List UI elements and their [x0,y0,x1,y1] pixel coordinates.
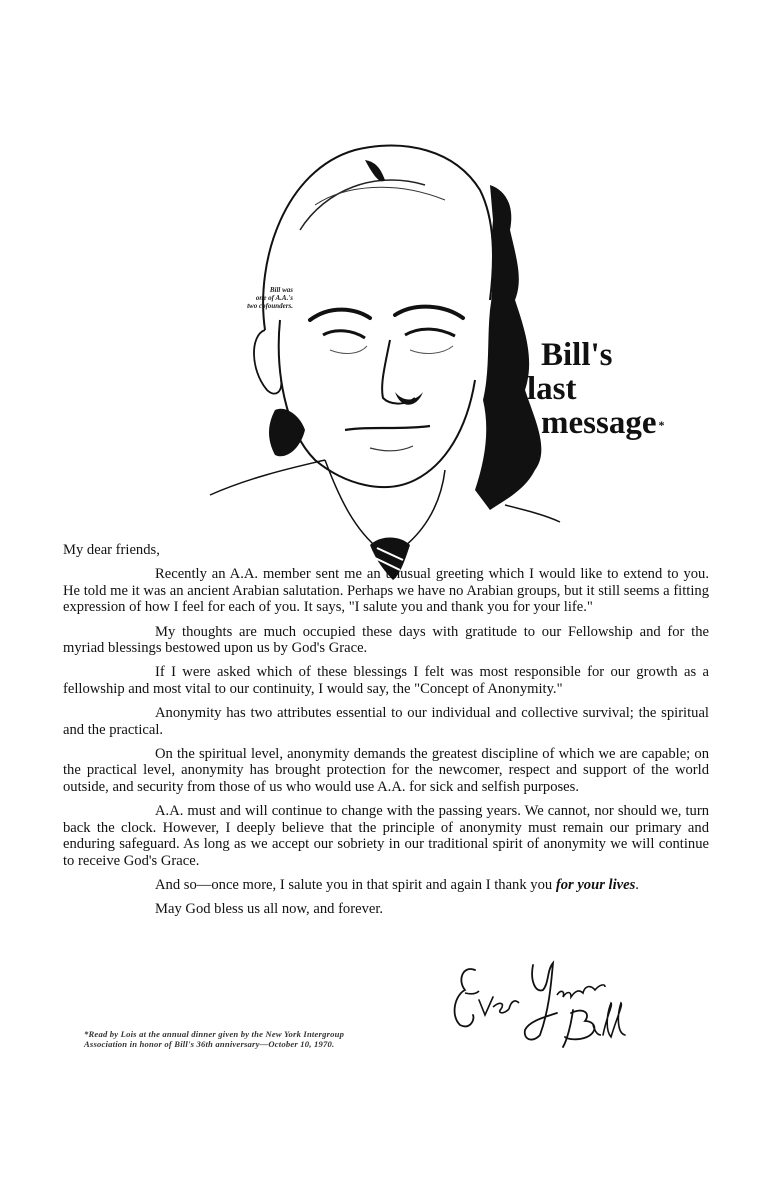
portrait-illustration [205,130,565,580]
footnote [84,1029,444,1049]
letter-paragraph: Recently an A.A. member sent me an unusual greeting which I would like to extend to you. He told me it was an ancient Arabian salutation. Perhaps we have no Arabian groups, but it still seems a fitting expression of how I feel for each of you. It says, "I salute you and thank you for your life." [63,566,709,616]
caption-line: one of A.A.'s [255,294,293,302]
handwritten-signature [445,955,635,1055]
letter-paragraph: A.A. must and will continue to change with the passing years. We cannot, nor should we, turn back the clock. However, I deeply believe that the principle of anonymity must remain our primary and enduring safeguard. As long as we accept our sobriety in our traditional spirit of anonymity we will continue to receive God's Grace. [63,803,709,869]
title-line: last [527,371,577,407]
final-emphasis: for your lives [555,876,636,893]
title-line: Bill's [541,337,613,373]
footnote-line: *Read by Lois at the annual dinner given by the New York Intergroup [84,1029,345,1039]
final-end: . [635,876,639,893]
page-title [520,338,664,440]
final-text: And so—once more, I salute you in that spirit and again I thank you [155,876,556,893]
caption-line: Bill was [269,286,293,294]
title-line [520,406,664,440]
title-line-text: message [541,405,657,441]
caption-line: two cofounders. [247,302,293,310]
letter-greeting: My dear friends, [63,542,160,558]
letter-paragraph: Anonymity has two attributes essential to our individual and collective survival; the spiritual and the practical. [63,705,709,738]
letter-paragraph-final [63,877,709,893]
letter-paragraph: If I were asked which of these blessings I felt was most responsible for our growth as a fellowship and most vital to our continuity, I would say, the "Concept of Anonymity." [63,664,709,697]
letter-closing: May God bless us all now, and forever. [155,901,384,918]
letter-body [63,542,709,918]
footnote-marker: * [658,418,665,432]
letter-paragraph: My thoughts are much occupied these days with gratitude to our Fellowship and for the myriad blessings bestowed upon us by God's Grace. [63,623,709,657]
footnote-line: Association in honor of Bill's 36th anniversary—October 10, 1970. [84,1039,335,1049]
letter-paragraph: On the spiritual level, anonymity demands the greatest discipline of which we are capable; on the practical level, anonymity has brought protection for the newcomer, respect and support of the world outside, and security from those of us who would use A.A. for sick and selfish purposes. [63,746,709,795]
portrait-caption [215,286,293,310]
